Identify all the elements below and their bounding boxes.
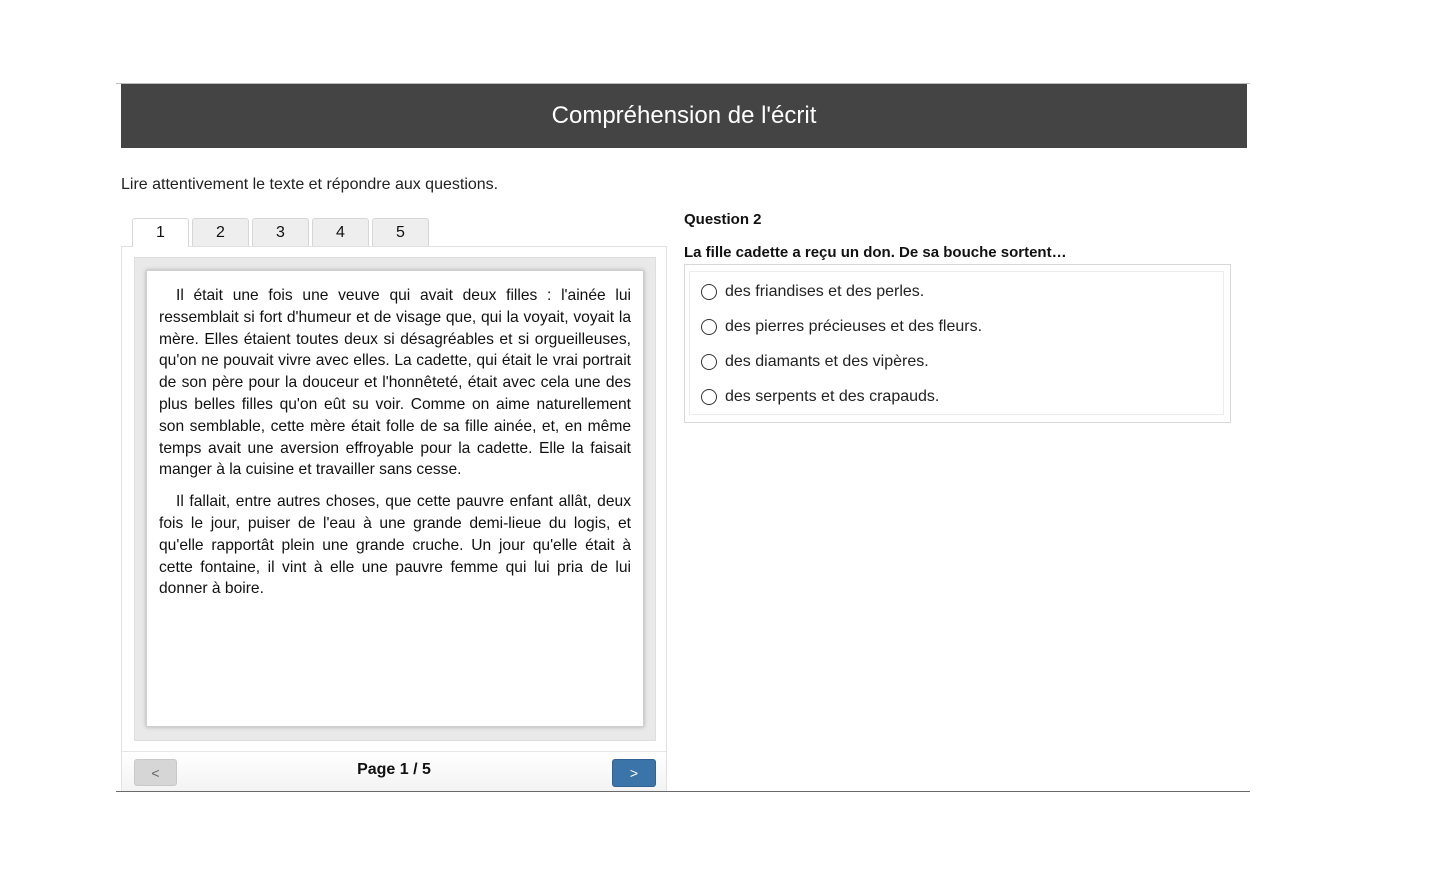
page-header bbox=[121, 84, 1247, 148]
reading-panel bbox=[121, 246, 667, 791]
answer-option-4[interactable] bbox=[701, 386, 939, 408]
answer-option-1[interactable] bbox=[701, 281, 924, 303]
page-indicator: Page 1 / 5 bbox=[357, 761, 431, 778]
text-page bbox=[146, 270, 644, 727]
tab-page-1[interactable]: 1 bbox=[132, 218, 189, 247]
chevron-left-icon: < bbox=[151, 764, 160, 781]
answer-option-2[interactable] bbox=[701, 316, 982, 338]
question-text: La fille cadette a reçu un don. De sa bouche sortent… bbox=[684, 244, 1067, 261]
tab-page-2[interactable]: 2 bbox=[192, 218, 249, 246]
answer-options-box bbox=[684, 264, 1231, 423]
frame-bottom-line bbox=[116, 791, 1250, 792]
answer-option-label: des pierres précieuses et des fleurs. bbox=[725, 318, 983, 335]
tab-page-5[interactable]: 5 bbox=[372, 218, 429, 246]
chevron-right-icon: > bbox=[629, 765, 639, 781]
radio-button[interactable] bbox=[701, 284, 717, 300]
answer-option-label: des serpents et des crapauds. bbox=[725, 388, 940, 405]
radio-button[interactable] bbox=[701, 354, 717, 370]
page-tabs bbox=[132, 218, 432, 247]
answer-option-label: des friandises et des perles. bbox=[725, 283, 925, 300]
answer-option-3[interactable] bbox=[701, 351, 929, 373]
instructions-text: Lire attentivement le texte et répondre aux questions. bbox=[121, 176, 499, 193]
radio-button[interactable] bbox=[701, 319, 717, 335]
text-paragraph-1: Il était une fois une veuve qui avait deux filles : l'ainée lui ressemblait si fort d'humeur et de visage que, qui la voyait, voyait la mère. Elles étaient toutes deux si désagréables et si orgueilleuses, qu'on ne pouvait vivre avec elles. La cadette, qui était le vrai portrait de son père pour la douceur et l'honnêteté, était avec cela une des plus belles filles qu'on eût su voir. Comme on aime naturellement son semblable, cette mère était folle de sa fille ainée, et, en même temps avait une aversion effroyable pour la cadette. Elle la faisait manger à la cuisine et travailler sans cesse. bbox=[159, 287, 631, 479]
text-paragraph-2: Il fallait, entre autres choses, que cette pauvre enfant allât, deux fois le jour, puiser de l'eau à une grande demi-lieue du logis, et qu'elle rapportât plein une grande cruche. Un jour qu'elle était à cette fontaine, il vint à elle une pauvre femme qui lui pria de lui donner à boire. bbox=[159, 493, 631, 598]
question-number: Question 2 bbox=[684, 211, 762, 228]
tab-page-4[interactable]: 4 bbox=[312, 218, 369, 246]
page-title: Compréhension de l'écrit bbox=[551, 102, 817, 129]
page-navigation bbox=[122, 751, 666, 791]
tab-page-3[interactable]: 3 bbox=[252, 218, 309, 246]
next-page-button[interactable] bbox=[612, 759, 656, 787]
answer-option-label: des diamants et des vipères. bbox=[725, 353, 929, 370]
reading-panel-background bbox=[134, 257, 656, 741]
radio-button[interactable] bbox=[701, 389, 717, 405]
answer-options-inner bbox=[689, 271, 1224, 415]
